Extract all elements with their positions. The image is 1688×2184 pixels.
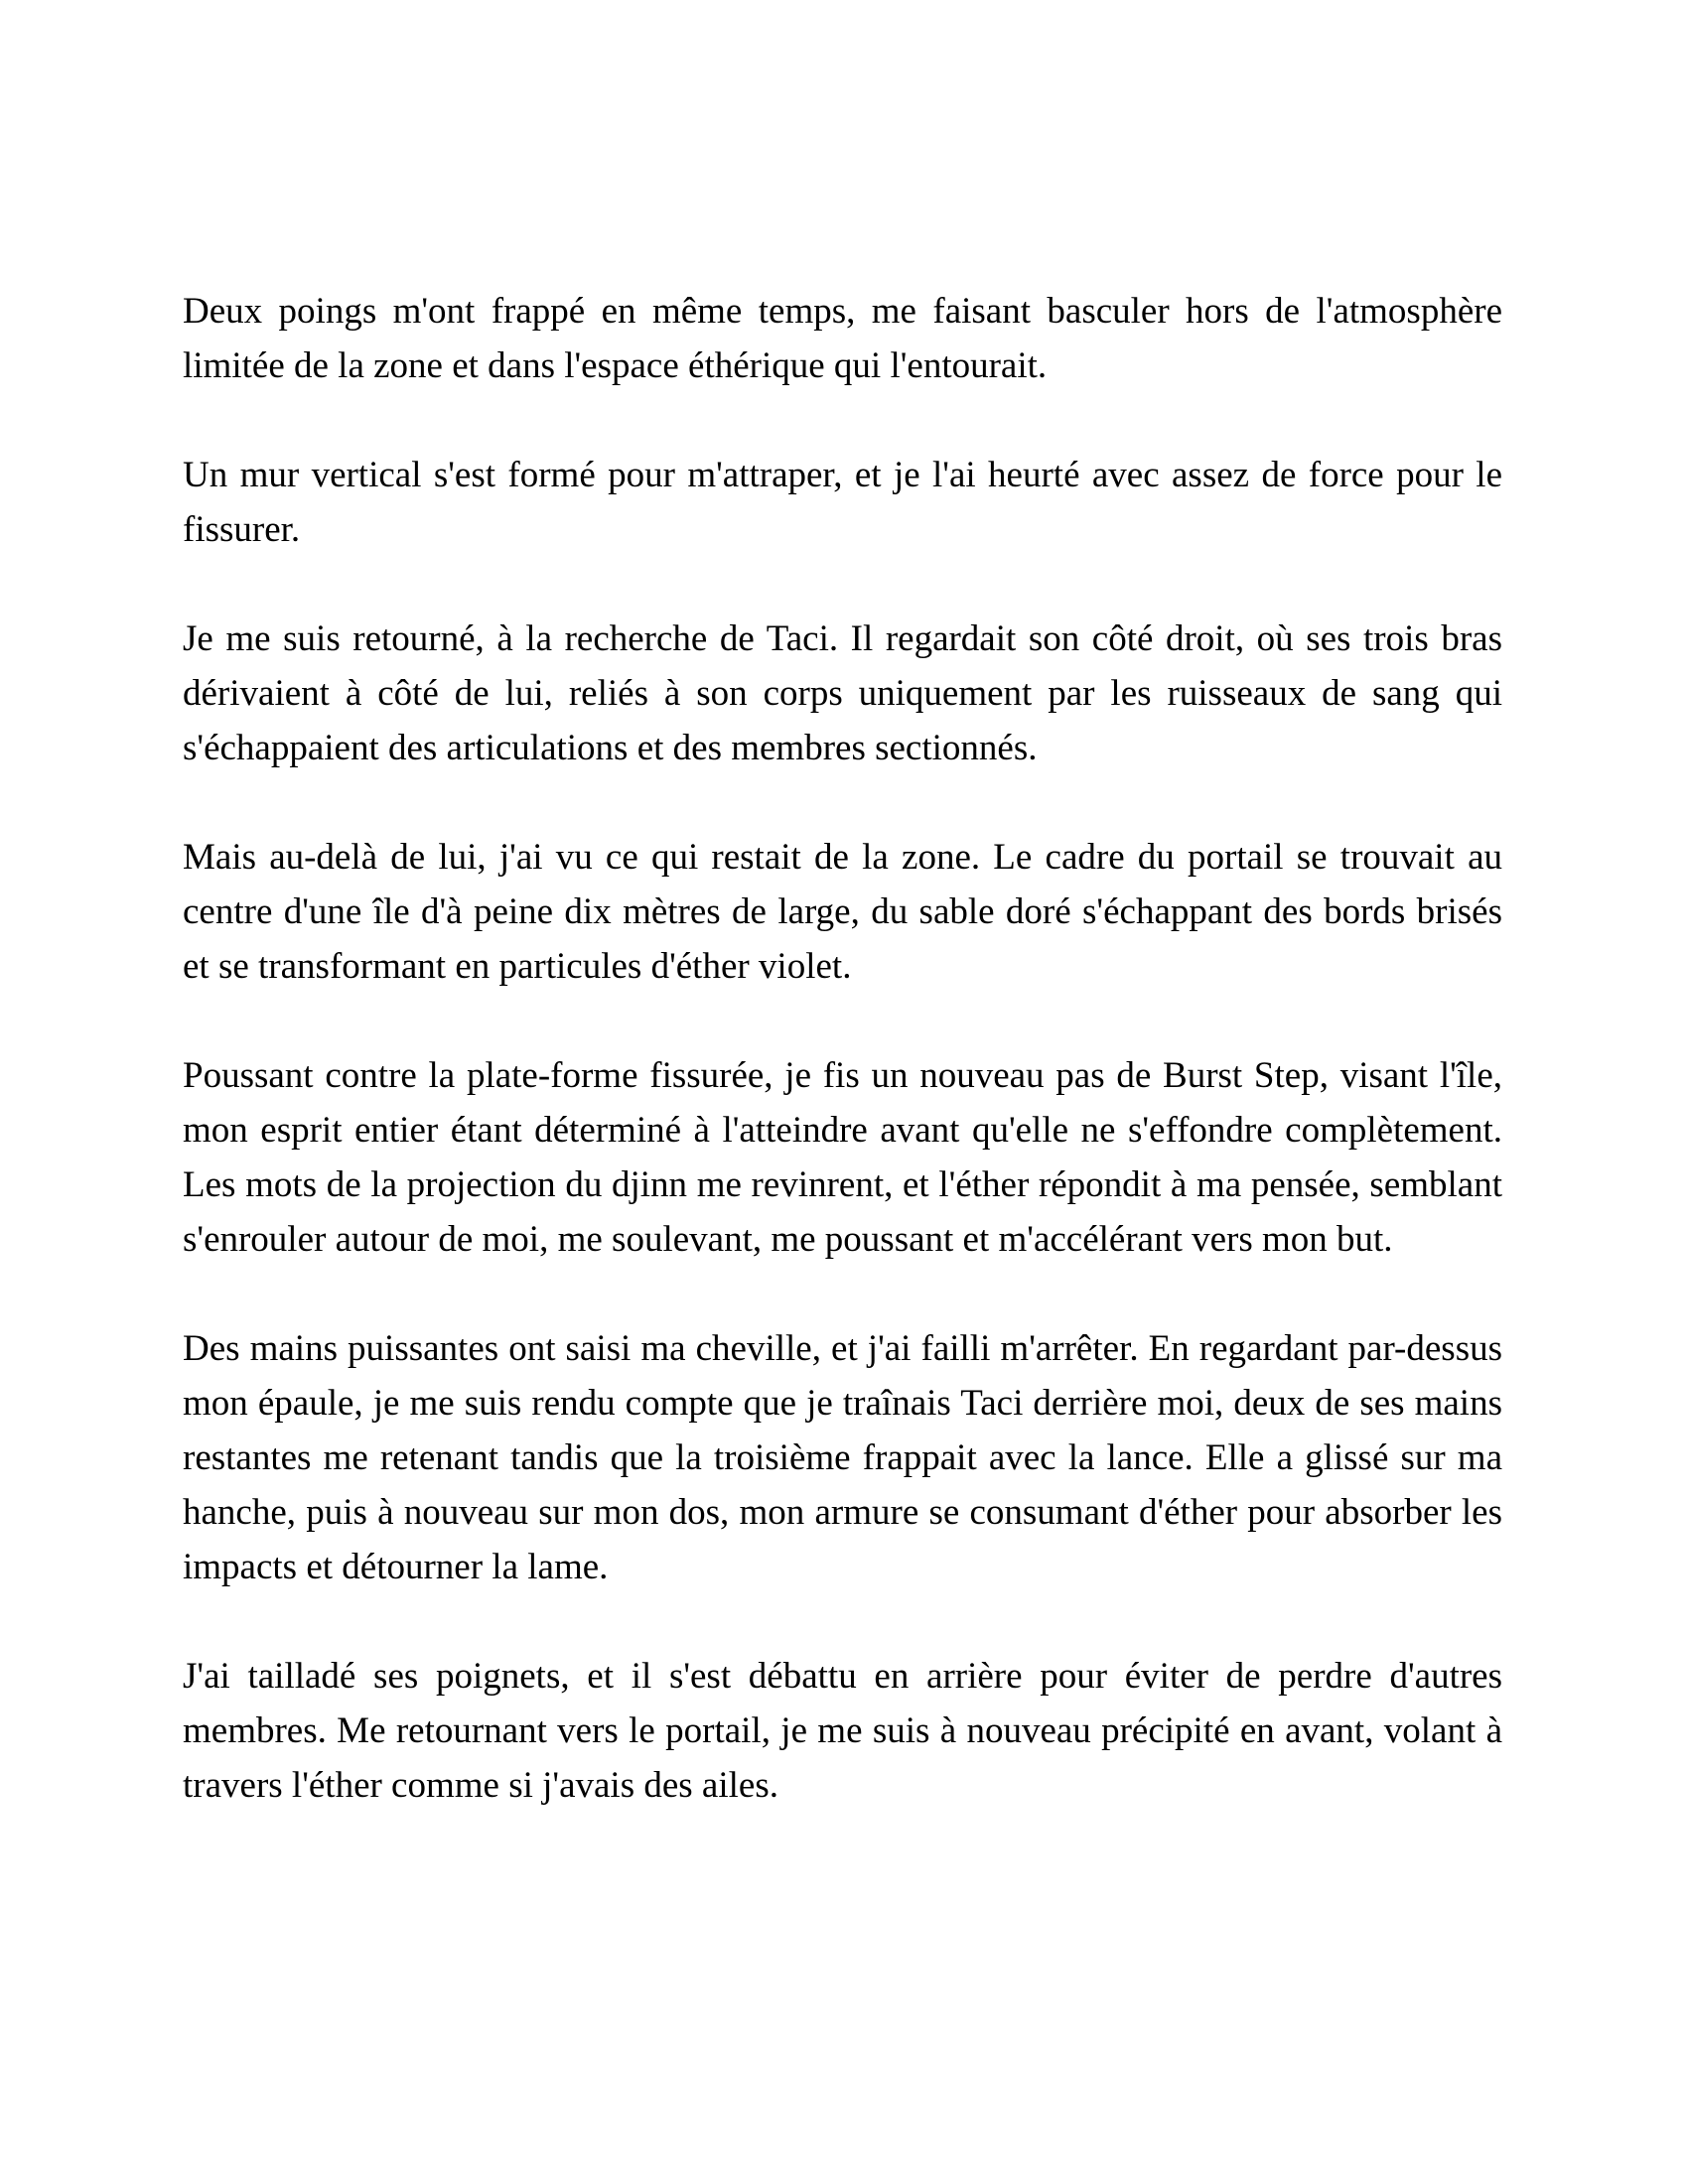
paragraph-4: Mais au-delà de lui, j'ai vu ce qui restait de la zone. Le cadre du portail se trouvait au centre d'une île d'à peine dix mètres de large, du sable doré s'échappant des bords brisés et se transformant en particules d'éther violet. (183, 837, 1502, 987)
paragraph-6: Des mains puissantes ont saisi ma cheville, et j'ai failli m'arrêter. En regardant par-dessus mon épaule, je me suis rendu compte que je traînais Taci derrière moi, deux de ses mains restantes me retenant tandis que la troisième frappait avec la lance. Elle a glissé sur ma hanche, puis à nouveau sur mon dos, mon armure se consumant d'éther pour absorber les impacts et détourner la lame. (183, 1328, 1502, 1587)
paragraph-3: Je me suis retourné, à la recherche de Taci. Il regardait son côté droit, où ses trois bras dérivaient à côté de lui, reliés à son corps uniquement par les ruisseaux de sang qui s'échappaient des articulations et des membres sectionnés. (183, 618, 1502, 768)
paragraph-2: Un mur vertical s'est formé pour m'attraper, et je l'ai heurté avec assez de force pour le fissurer. (183, 455, 1502, 550)
paragraph-7: J'ai tailladé ses poignets, et il s'est débattu en arrière pour éviter de perdre d'autres membres. Me retournant vers le portail, je me suis à nouveau précipité en avant, volant à travers l'éther comme si j'avais des ailes. (183, 1656, 1502, 1806)
document-page (183, 284, 1502, 1813)
paragraph-1: Deux poings m'ont frappé en même temps, me faisant basculer hors de l'atmosphère limitée de la zone et dans l'espace éthérique qui l'entourait. (183, 291, 1502, 386)
paragraph-5: Poussant contre la plate-forme fissurée, je fis un nouveau pas de Burst Step, visant l'île, mon esprit entier étant déterminé à l'atteindre avant qu'elle ne s'effondre complètement. Les mots de la projection du djinn me revinrent, et l'éther répondit à ma pensée, semblant s'enrouler autour de moi, me soulevant, me poussant et m'accélérant vers mon but. (183, 1055, 1502, 1260)
